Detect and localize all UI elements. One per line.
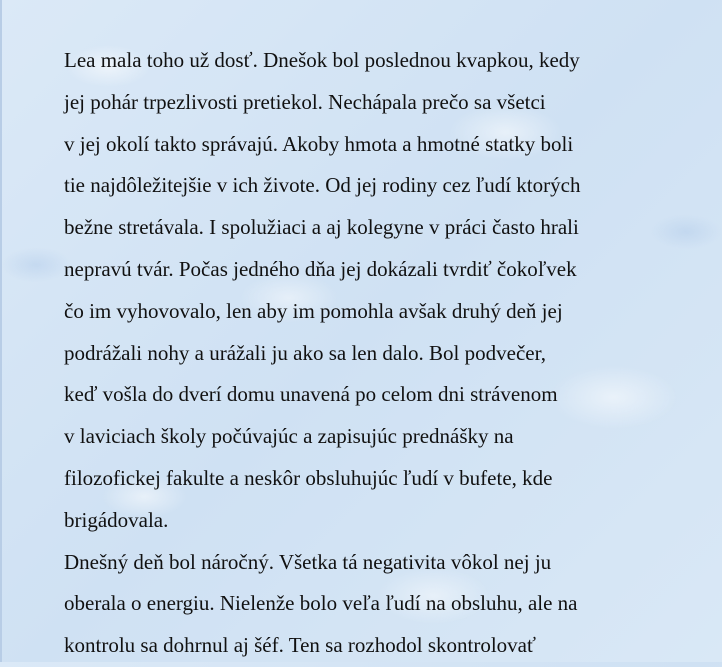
text-line: jej pohár trpezlivosti pretiekol. Nechápala prečo sa všetci [64,89,546,114]
text-line: nepravú tvár. Počas jedného dňa jej dokázali tvrdiť čokoľvek [64,256,577,281]
text-line: brigádovala. [64,507,169,532]
text-line: Lea mala toho už dosť. Dnešok bol poslednou kvapkou, kedy [64,48,580,72]
text-line: kontrolu sa dohrnul aj šéf. Ten sa rozhodol skontrolovať [64,633,536,658]
text-line: keď vošla do dverí domu unavená po celom dni strávenom [64,382,558,407]
text-line: v laviciach školy počúvajúc a zapisujúc prednášky na [64,424,514,449]
text-line: oberala o energiu. Nielenže bolo veľa ľudí na obsluhu, ale na [64,591,578,616]
text-line: v jej okolí takto správajú. Akoby hmota a hmotné statky boli [64,131,574,156]
text-line: Dnešný deň bol náročný. Všetka tá negativita vôkol nej ju [64,549,552,574]
story-text [64,40,694,667]
text-line: podrážali nohy a urážali ju ako sa len dalo. Bol podvečer, [64,340,546,365]
text-line: filozofickej fakulte a neskôr obsluhujúc ľudí v bufete, kde [64,465,553,490]
page-left-edge [0,0,2,662]
text-line: bežne stretávala. I spolužiaci a aj kolegyne v práci často hrali [64,215,579,240]
text-line: čo im vyhovovalo, len aby im pomohla avšak druhý deň jej [64,298,563,323]
text-line: tie najdôležitejšie v ich živote. Od jej rodiny cez ľudí ktorých [64,173,581,198]
